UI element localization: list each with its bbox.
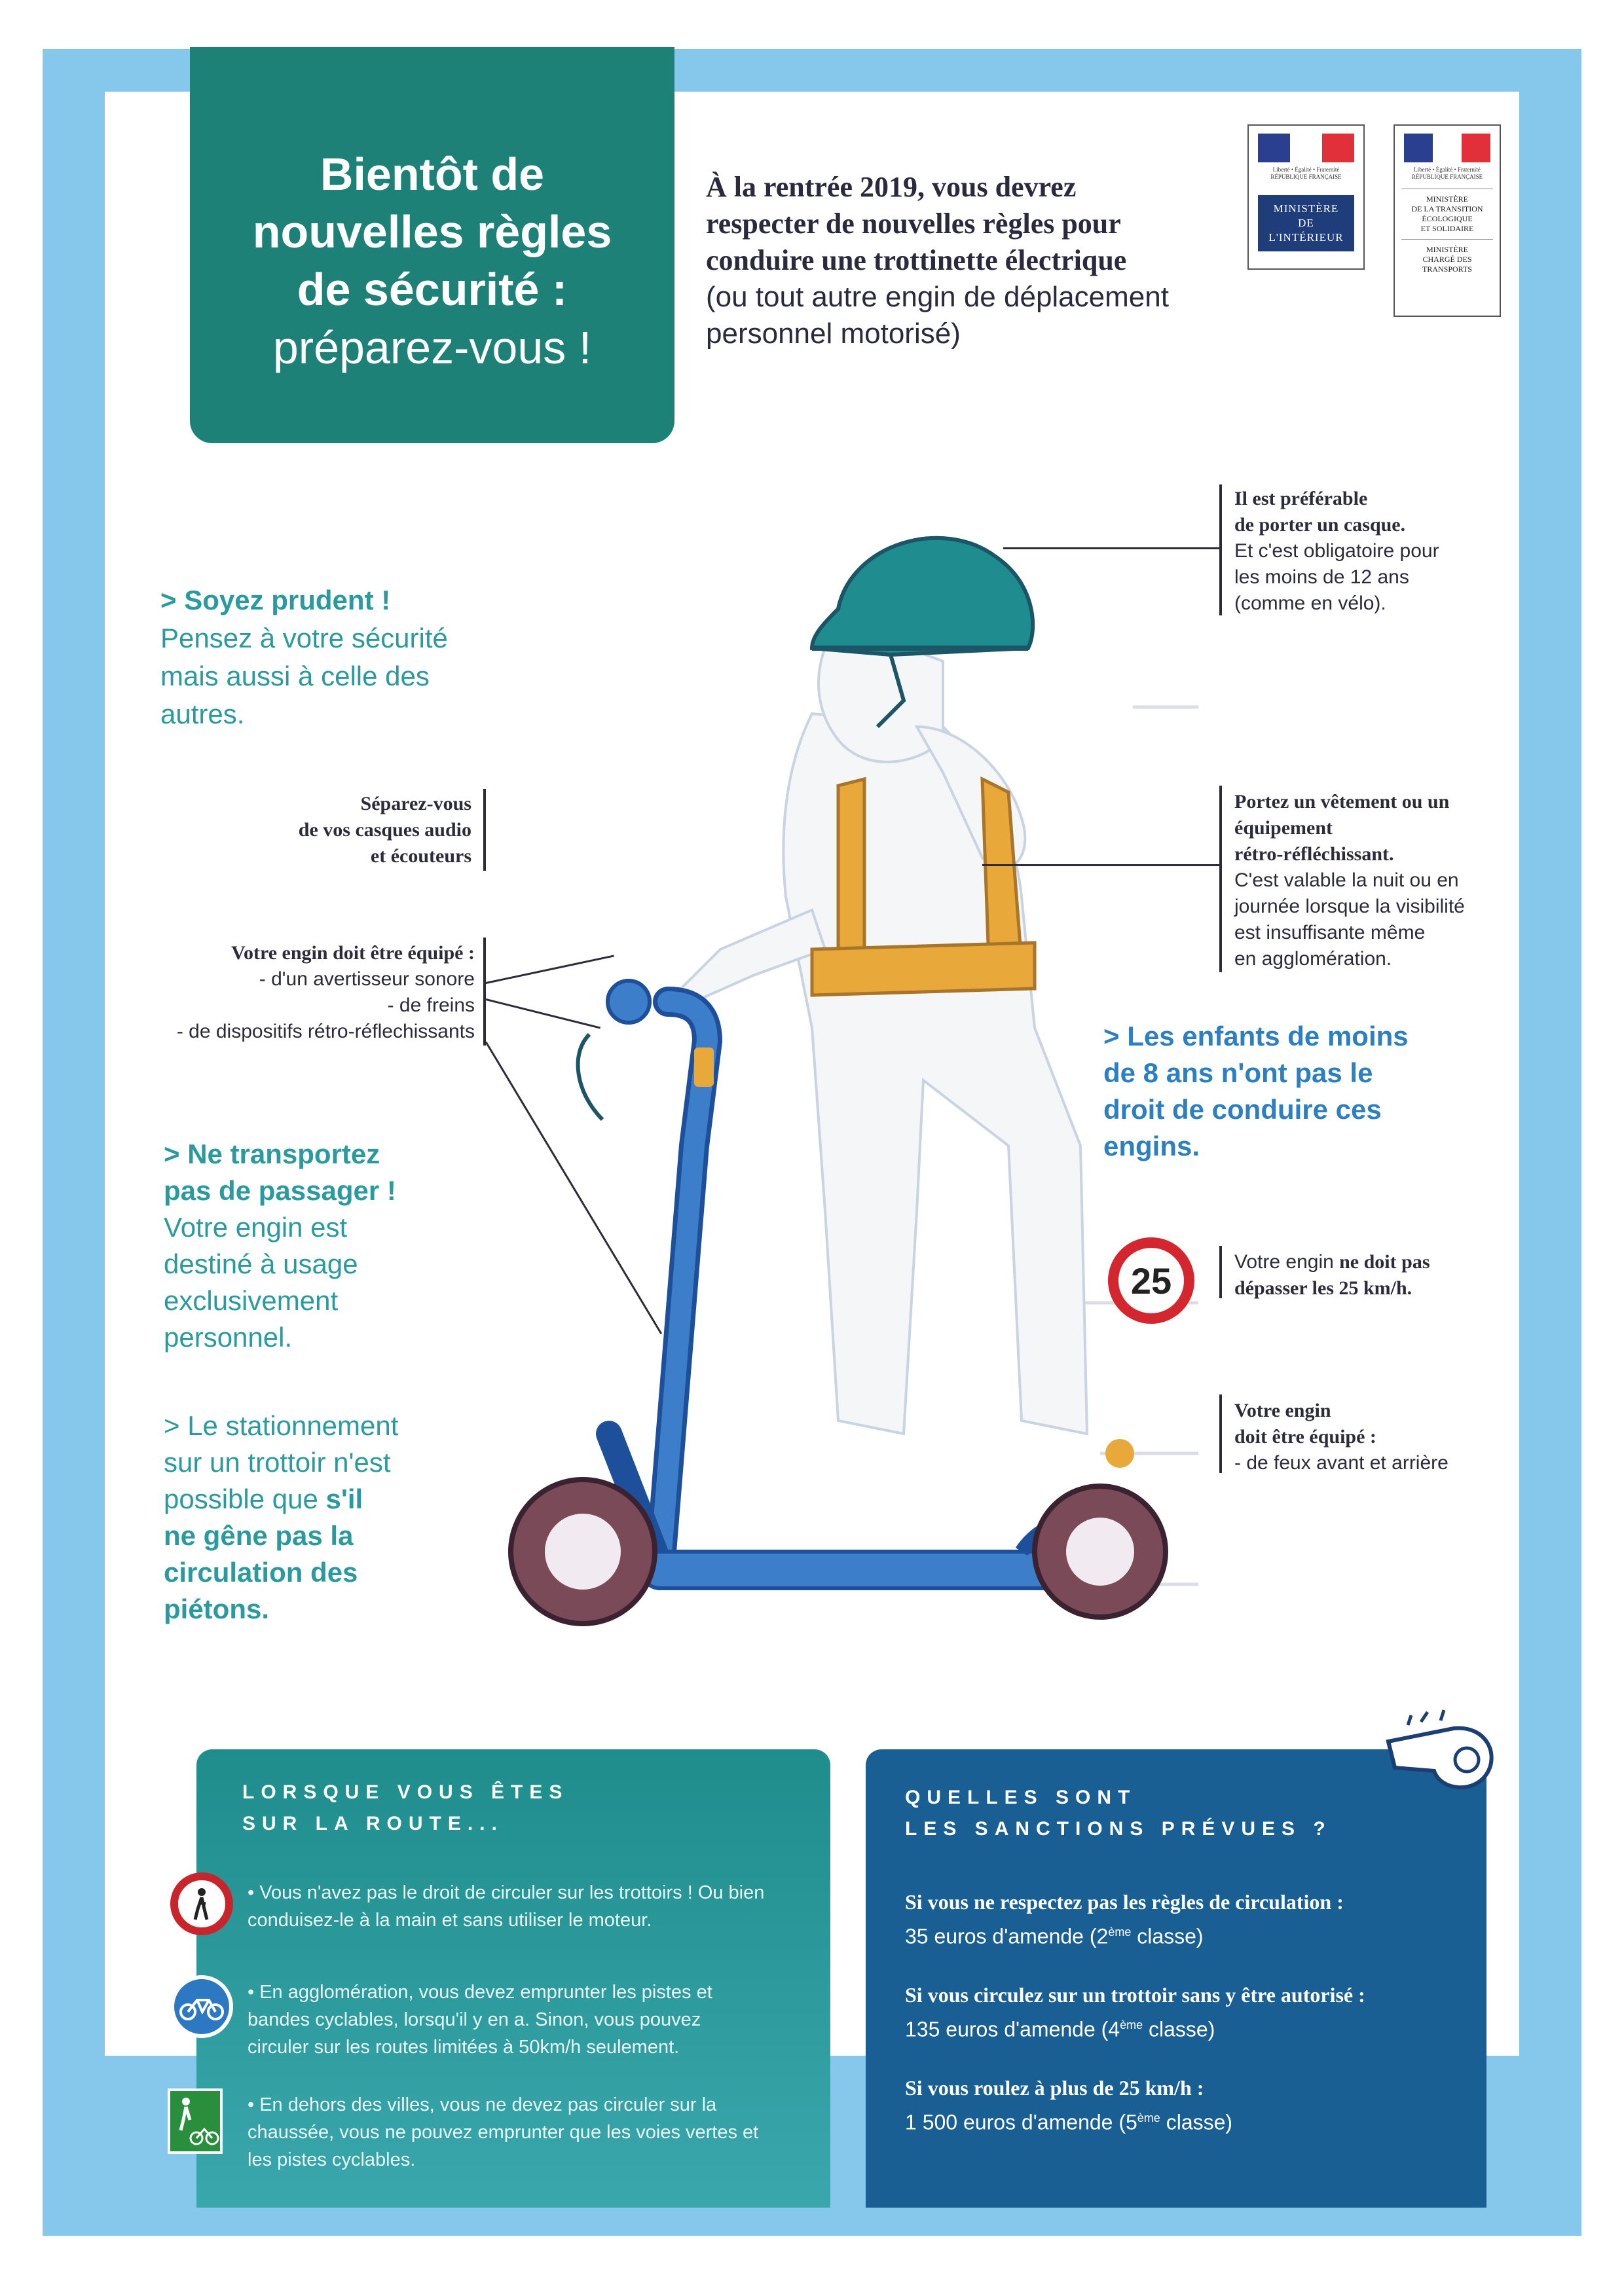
road-item-3-line-3: les pistes cyclables. — [248, 2149, 416, 2170]
transport-line-1: MINISTÈRE — [1426, 245, 1468, 254]
transition-label — [1401, 189, 1493, 239]
vest-line-1: C'est valable la nuit ou en — [1234, 869, 1459, 891]
children-line-4: engins. — [1103, 1131, 1200, 1161]
no-pedestrian-sidewalk-icon — [170, 1872, 233, 1935]
sanction-1-fine: 35 euros d'amende (2 — [905, 1924, 1109, 1948]
parking-line-3a: possible que — [164, 1484, 326, 1514]
pedestrian-icon — [186, 1887, 217, 1921]
helmet-line-3: (comme en vélo). — [1234, 592, 1386, 614]
sanction-3-fine: 1 500 euros d'amende (5 — [905, 2110, 1137, 2134]
parking-line-1: > Le stationnement — [164, 1410, 399, 1441]
road-item-1-line-2: conduisez-le à la main et sans utiliser le moteur. — [248, 1910, 652, 1931]
logo-ministere-interieur — [1247, 124, 1365, 270]
vest-bold-2: équipement — [1234, 817, 1333, 839]
passenger-block — [164, 1136, 396, 1356]
sanction-1-class: classe) — [1131, 1924, 1204, 1948]
rider-figure — [681, 622, 1087, 1434]
parking-line-3 — [164, 1481, 398, 1518]
greenway-sign-icon — [168, 2088, 223, 2154]
transport-line-3: TRANSPORTS — [1422, 264, 1472, 274]
french-flag-icon — [1258, 134, 1354, 162]
vest-annotation-rule — [1219, 786, 1222, 972]
road-item-1 — [248, 1879, 764, 1934]
interior-line-2: DE — [1298, 217, 1314, 229]
equip-item-2: - de freins — [387, 994, 475, 1016]
lights-item: - de feux avant et arrière — [1234, 1452, 1449, 1474]
sanction-2-sup: ème — [1120, 2018, 1143, 2032]
road-item-2 — [248, 1978, 712, 2061]
road-item-1-line-1: • Vous n'avez pas le droit de circuler sur les trottoirs ! Ou bien — [248, 1882, 765, 1903]
bicycle-icon — [179, 1992, 225, 2021]
interior-label — [1258, 195, 1354, 251]
transition-line-2: DE LA TRANSITION — [1411, 204, 1483, 213]
speed-block — [1234, 1249, 1509, 1302]
transport-line-2: CHARGÉ DES — [1422, 255, 1472, 264]
vest-block — [1234, 789, 1522, 972]
prudent-title: > Soyez prudent ! — [160, 585, 391, 615]
audio-line-1: Séparez-vous — [360, 793, 471, 814]
transition-line-4: ET SOLIDAIRE — [1420, 224, 1474, 233]
intro-bold-2: respecter de nouvelles règles pour — [706, 208, 1121, 240]
interior-line-3: L'INTÉRIEUR — [1268, 231, 1344, 244]
road-item-3-line-2: chaussée, vous ne pouvez emprunter que les voies vertes et — [248, 2122, 759, 2143]
passenger-bold-1: > Ne transportez — [164, 1139, 380, 1169]
sanction-2-class: classe) — [1143, 2017, 1215, 2041]
intro-normal-1: (ou tout autre engin de déplacement — [706, 281, 1169, 313]
lights-block — [1234, 1398, 1509, 1476]
parking-bold-3: piétons. — [164, 1594, 270, 1624]
vest-line-2: journée lorsque la visibilité — [1234, 896, 1465, 917]
sanctions-panel-title — [905, 1782, 1332, 1845]
sanction-item-2 — [905, 1980, 1365, 2045]
logo-republic-2: RÉPUBLIQUE FRANÇAISE — [1411, 173, 1483, 180]
road-panel-title — [242, 1777, 568, 1840]
road-item-3 — [248, 2091, 758, 2174]
passenger-bold-2: pas de passager ! — [164, 1175, 396, 1206]
equip-title: Votre engin doit être équipé : — [231, 942, 475, 964]
children-line-3: droit de conduire ces — [1103, 1094, 1382, 1125]
speed-text-b: ne doit pas — [1339, 1251, 1430, 1273]
passenger-line-2: destiné à usage — [164, 1248, 358, 1279]
speed-text-a: Votre engin — [1234, 1251, 1340, 1273]
passenger-line-4: personnel. — [164, 1322, 293, 1353]
speed-annotation-rule — [1219, 1246, 1222, 1298]
children-block — [1103, 1018, 1409, 1165]
bike-lane-icon — [170, 1975, 233, 2038]
equip-item-1: - d'un avertisseur sonore — [259, 968, 475, 990]
interior-line-1: MINISTÈRE — [1273, 202, 1339, 215]
audio-line-2: de vos casques audio — [298, 819, 471, 841]
parking-line-3b: s'il — [325, 1484, 363, 1514]
helmet-block — [1234, 486, 1509, 617]
intro-bold-3: conduire une trottinette électrique — [706, 244, 1127, 276]
audio-block — [196, 791, 471, 869]
prudent-line-3: autres. — [160, 699, 245, 729]
title-line-2: nouvelles règles — [252, 206, 612, 257]
sanctions-title-line-2: LES SANCTIONS PRÉVUES ? — [905, 1818, 1332, 1840]
helmet-line-2: les moins de 12 ans — [1234, 566, 1409, 588]
prudent-line-1: Pensez à votre sécurité — [160, 623, 448, 653]
sanction-3-condition: Si vous roulez à plus de 25 km/h : — [905, 2076, 1204, 2100]
sanction-1-sup: ème — [1108, 1925, 1132, 1939]
title-line-1: Bientôt de — [320, 149, 545, 200]
sanctions-panel — [866, 1749, 1486, 2208]
helmet-line-1: Et c'est obligatoire pour — [1234, 540, 1439, 562]
prudent-block — [160, 581, 448, 733]
road-item-2-line-2: bandes cyclables, lorsqu'il y en a. Sinon, vous pouvez — [248, 2009, 701, 2030]
vest-bold-3: rétro-réfléchissant. — [1234, 843, 1394, 865]
children-line-1: > Les enfants de moins — [1103, 1021, 1409, 1051]
logo-republic: RÉPUBLIQUE FRANÇAISE — [1270, 173, 1342, 180]
passenger-line-3: exclusivement — [164, 1285, 339, 1316]
intro-normal-2: personnel motorisé) — [706, 318, 961, 350]
vest-bold-1: Portez un vêtement ou un — [1234, 791, 1450, 812]
lights-bold-2: doit être équipé : — [1234, 1426, 1376, 1448]
sanction-item-3 — [905, 2073, 1232, 2138]
road-item-2-line-1: • En agglomération, vous devez emprunter les pistes et — [248, 1982, 712, 2003]
logo-ministere-transition — [1393, 124, 1501, 317]
road-item-2-line-3: circuler sur les routes limitées à 50km/h seulement. — [248, 2037, 680, 2058]
title-subtitle: préparez-vous ! — [272, 322, 592, 373]
speed-sign-number: 25 — [1130, 1260, 1172, 1302]
parking-bold-2: circulation des — [164, 1557, 358, 1588]
road-item-3-line-1: • En dehors des villes, vous ne devez pas circuler sur la — [248, 2094, 717, 2115]
transition-line-3: ÉCOLOGIQUE — [1422, 214, 1473, 223]
sanction-2-fine: 135 euros d'amende (4 — [905, 2017, 1120, 2041]
road-title-line-2: SUR LA ROUTE... — [242, 1813, 504, 1834]
road-rules-panel — [196, 1749, 830, 2208]
parking-block — [164, 1408, 398, 1628]
title-box — [190, 47, 674, 443]
intro-text — [706, 169, 1243, 352]
greenway-pictogram-icon — [170, 2091, 220, 2151]
leader-line-vest — [982, 864, 1219, 866]
transport-label — [1401, 239, 1493, 280]
helmet-annotation-rule — [1219, 484, 1222, 615]
prudent-line-2: mais aussi à celle des — [160, 661, 430, 691]
sanctions-title-line-1: QUELLES SONT — [905, 1787, 1137, 1808]
parking-line-2: sur un trottoir n'est — [164, 1447, 391, 1478]
audio-annotation-rule — [483, 789, 486, 871]
vest-line-3: est insuffisante même — [1234, 922, 1426, 943]
scooter-rider-illustration — [445, 491, 1198, 1643]
sanction-item-1 — [905, 1887, 1344, 1952]
sanction-2-condition: Si vous circulez sur un trottoir sans y être autorisé : — [905, 1983, 1365, 2007]
sanction-3-sup: ème — [1137, 2111, 1160, 2124]
intro-bold-1: À la rentrée 2019, vous devrez — [706, 171, 1077, 203]
road-title-line-1: LORSQUE VOUS ÊTES — [242, 1781, 569, 1803]
helmet-bold-1: Il est préférable — [1234, 488, 1368, 509]
speed-text-c: dépasser les 25 km/h. — [1234, 1277, 1412, 1299]
logo-motto-2: Liberté • Égalité • Fraternité — [1414, 166, 1481, 173]
leader-line-helmet — [1003, 547, 1219, 549]
helmet-bold-2: de porter un casque. — [1234, 514, 1406, 536]
children-line-2: de 8 ans n'ont pas le — [1103, 1057, 1373, 1088]
whistle-icon — [1375, 1709, 1506, 1800]
logo-motto: Liberté • Égalité • Fraternité — [1272, 166, 1340, 173]
parking-bold-1: ne gêne pas la — [164, 1520, 354, 1551]
equip-annotation-rule — [483, 938, 486, 1046]
speed-limit-sign-icon — [1108, 1237, 1194, 1324]
french-flag-icon — [1404, 134, 1490, 162]
transition-line-1: MINISTÈRE — [1426, 194, 1468, 204]
sanction-3-class: classe) — [1160, 2110, 1233, 2134]
equip-item-3: - de dispositifs rétro-réflechissants — [176, 1021, 475, 1042]
audio-line-3: et écouteurs — [370, 845, 471, 867]
vest-line-4: en agglomération. — [1234, 948, 1392, 970]
equip-block — [85, 940, 475, 1045]
sanction-1-condition: Si vous ne respectez pas les règles de circulation : — [905, 1890, 1344, 1914]
passenger-line-1: Votre engin est — [164, 1212, 348, 1243]
lights-annotation-rule — [1219, 1394, 1222, 1473]
lights-bold-1: Votre engin — [1234, 1400, 1331, 1421]
title-line-3: de sécurité : — [297, 264, 568, 315]
